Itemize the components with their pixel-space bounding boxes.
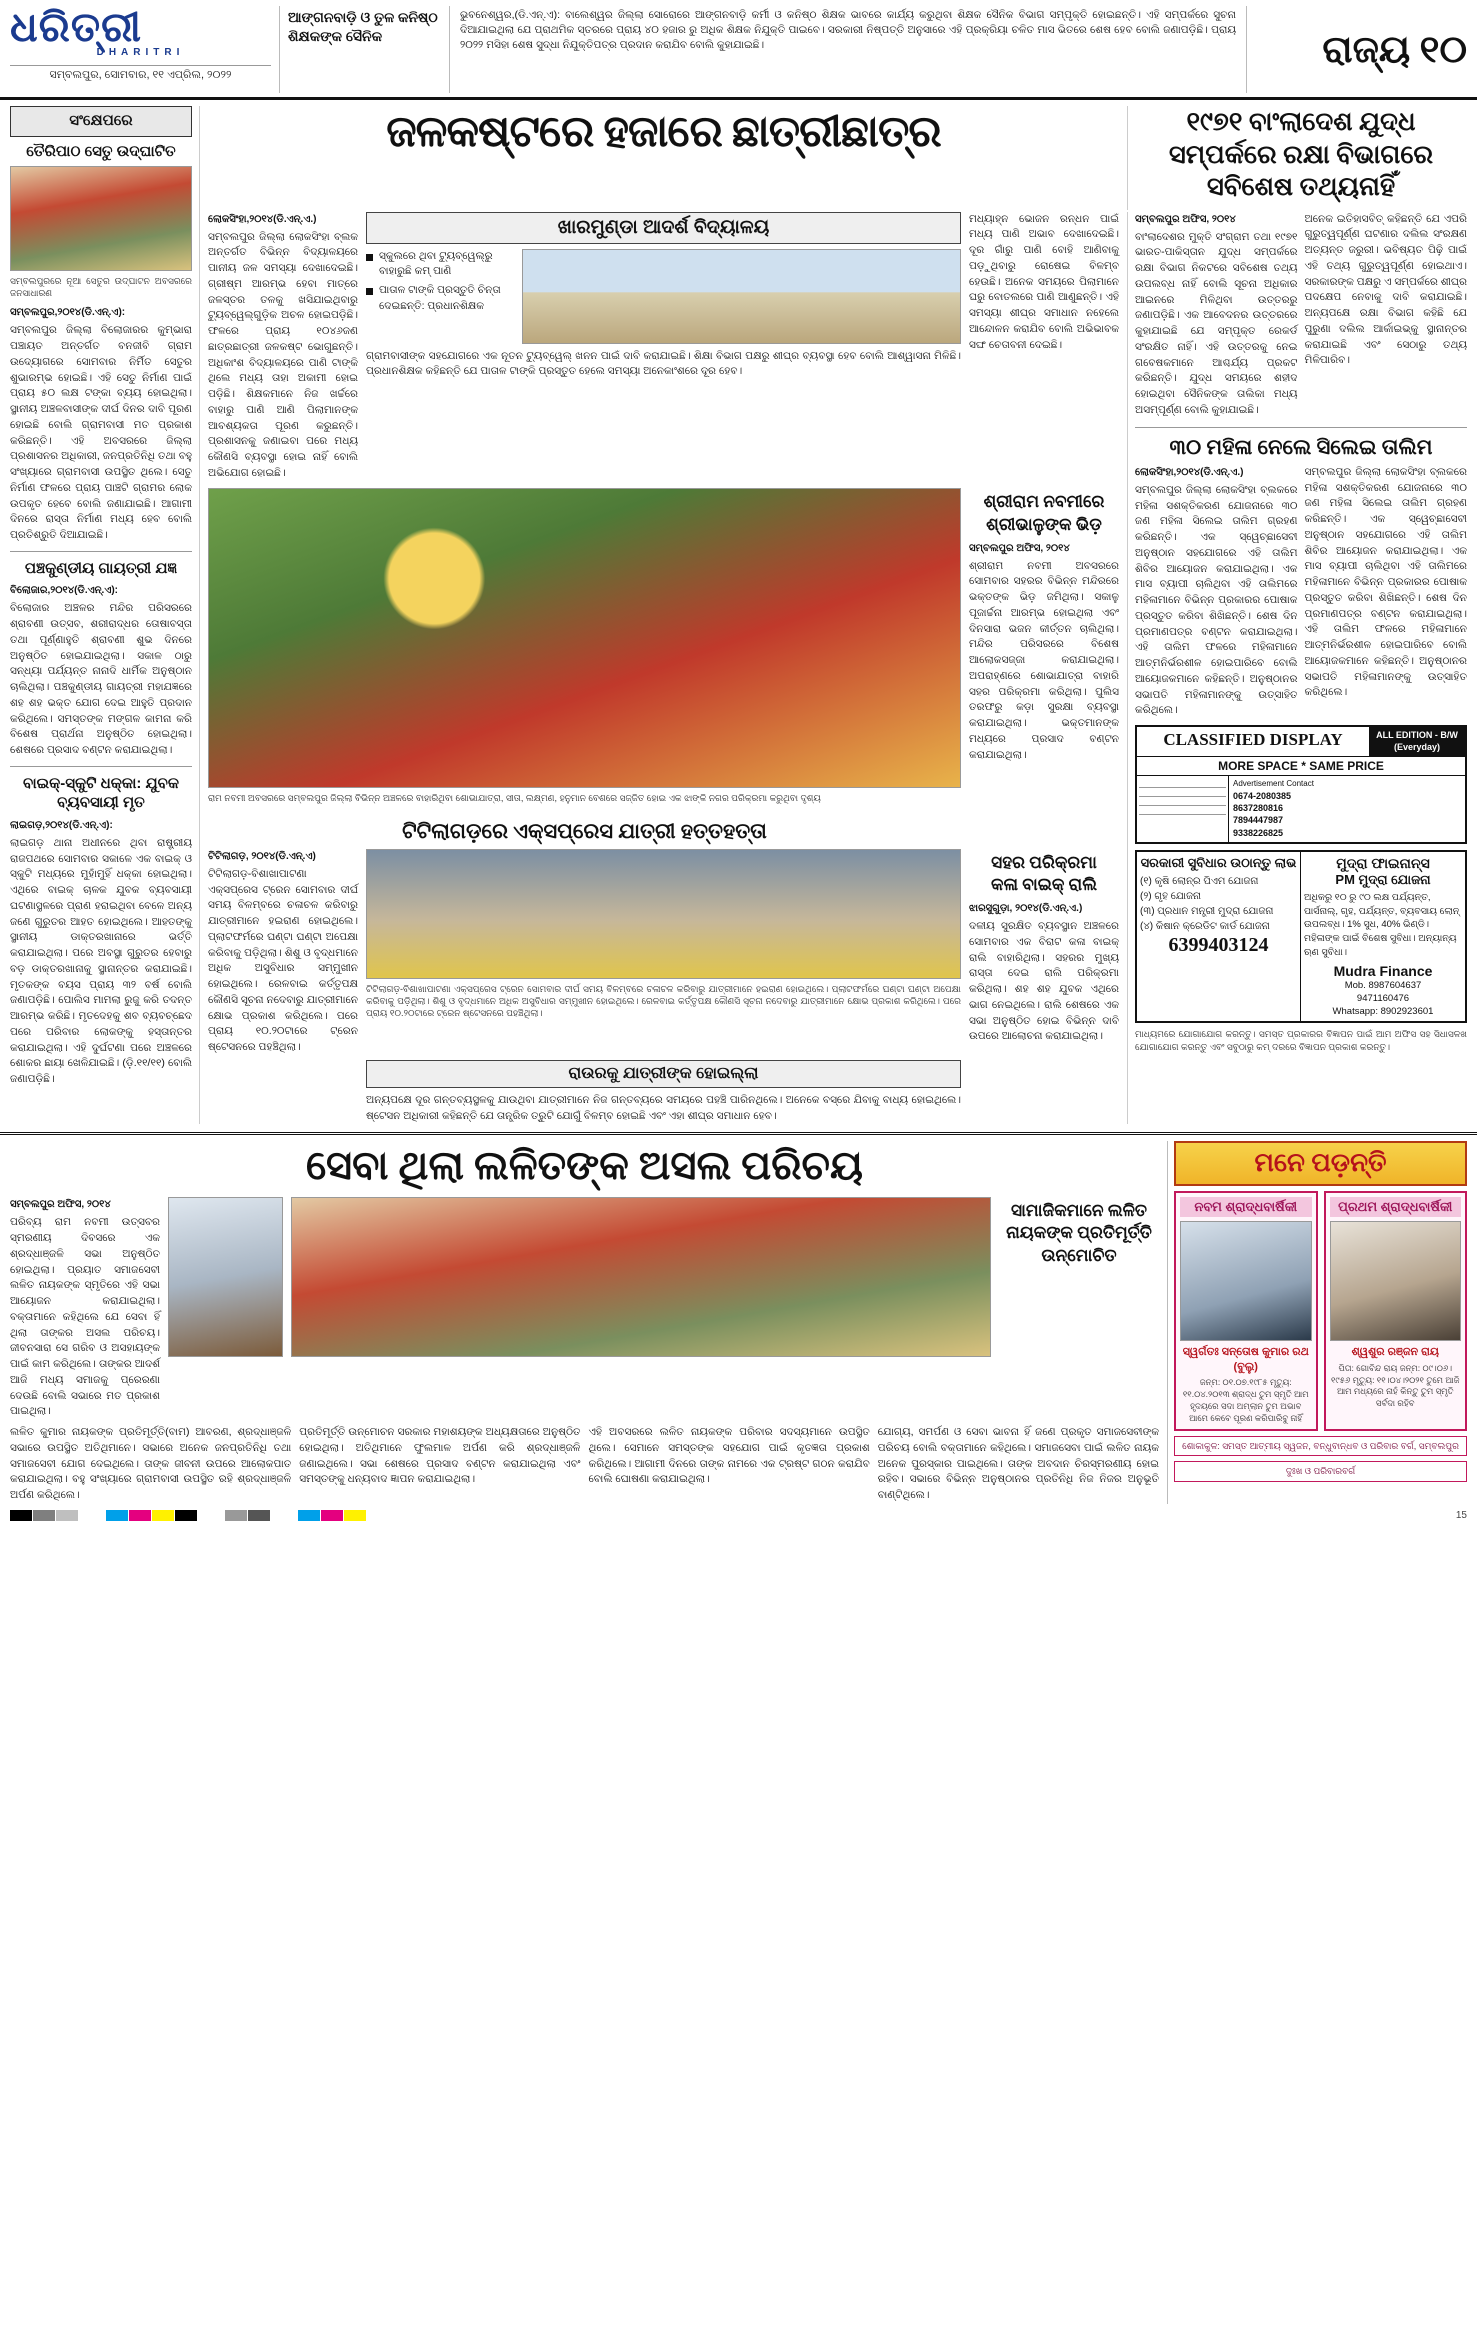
scheme-item: (୪) କିଷାନ କ୍ରେଡିଟ କାର୍ଡ ଯୋଜନା bbox=[1140, 920, 1270, 932]
memorial-card-2-label: ପ୍ରଥମ ଶ୍ରାଦ୍ଧବାର୍ଷିକୀ bbox=[1330, 1197, 1462, 1217]
school-box bbox=[366, 212, 961, 482]
ramnavami-photo bbox=[208, 488, 961, 788]
ramnavami-photo-caption: ରାମ ନବମୀ ଅବସରରେ ସମ୍ବଲପୁର ଜିଲ୍ଲା ବିଭିନ୍ନ ଅଞ୍ଚଳରେ ବାହାରିଥିବା ଶୋଭାଯାତ୍ରା, ସୀତା, ଲକ୍ଷ୍ମଣ, ହନୁମାନ ବେଶରେ ସଜ୍ଜିତ ହୋଇ ଏକ ଝାଙ୍କି ନଗର ପରିକ୍ରମା କରୁଥିବା ଦୃଶ୍ୟ bbox=[208, 792, 821, 803]
classified-rate-table bbox=[1137, 776, 1229, 841]
color-swatch bbox=[225, 1510, 247, 1521]
center-block bbox=[208, 212, 1119, 1125]
color-registration-bar bbox=[0, 1504, 1477, 1527]
lead-story bbox=[208, 106, 1119, 210]
mudra-mobile-number[interactable]: 8987604637 bbox=[1368, 979, 1422, 991]
ramnavami-story bbox=[969, 488, 1119, 810]
lead-headline: ଜଳକଷ୍ଟରେ ହଜାରେ ଛାତ୍ରୀଛାତ୍ର bbox=[386, 107, 941, 156]
passenger-subheader: ରାଉରକୁ ଯାତ୍ରୀଙ୍କ ହୋଇଲ୍ଲା bbox=[366, 1060, 961, 1088]
train-headline: ଟିଟିଲାଗଡ଼ରେ ଏକ୍ସପ୍ରେସ ଯାତ୍ରୀ ହତ୍ତହତ୍ତା bbox=[402, 818, 767, 843]
war-dateline: ସମ୍ବଲପୁର ଅଫିସ, ୨୦୧୪ bbox=[1135, 213, 1236, 225]
feature-photo-2-block bbox=[291, 1197, 991, 1420]
rally-headline-1: ସହର ପରିକ୍ରମା bbox=[991, 852, 1097, 872]
train-dateline: ଟିଟିଲାଗଡ଼, ୨୦୧୪(ଡି.ଏନ୍.ଏ) bbox=[208, 850, 316, 862]
brief-3-text: ଲାଇଗଡ଼ ଥାନା ଅଧୀନରେ ଥିବା ରାଷ୍ଟ୍ରୀୟ ରାଜପଥରେ ସୋମବାର ସକାଳେ ଏକ ବାଇକ୍ ଓ ସ୍କୁଟି ମଧ୍ୟରେ ମୁହାଁମୁହିଁ ଧକ୍କା ହୋଇଥିଲା। ଏଥିରେ ବାଇକ୍ ଚାଳକ ଯୁବକ ବ୍ୟବସାୟୀ ଘଟଣାସ୍ଥଳରେ ପ୍ରାଣ ହରାଇଥିବା ବେଳେ ଅନ୍ୟ ଜଣେ ଗୁରୁତର ଆହତ ହୋଇଥିଲେ। ଆହତଙ୍କୁ ସ୍ଥାନୀୟ ଡାକ୍ତରଖାନାରେ ଭର୍ତ୍ତି କରାଯାଇଥିଲା। ପରେ ଅବସ୍ଥା ଗୁରୁତର ହେବାରୁ ବଡ଼ ଡାକ୍ତରଖାନାକୁ ସ୍ଥାନାନ୍ତର କରାଯାଇଛି। ମୃତକଙ୍କ ବୟସ ପ୍ରାୟ ୩୨ ବର୍ଷ ବୋଲି ଜଣାପଡ଼ିଛି। ପୋଲିସ ମାମଲା ରୁଜୁ କରି ତଦନ୍ତ ଆରମ୍ଭ କରିଛି। ମୃତଦେହକୁ ଶବ ବ୍ୟବଚ୍ଛେଦ ପରେ ପରିବାର ଲୋକଙ୍କୁ ହସ୍ତାନ୍ତର କରାଯାଇଥିଲା। ଏହି ଦୁର୍ଘଟଣା ପରେ ଅଞ୍ଚଳରେ ଶୋକର ଛାୟା ଖେଳିଯାଇଛି। (ଡ଼ି.୧୧/୧୧) ବୋଲି ଜଣାପଡ଼ିଛି। bbox=[10, 836, 192, 1086]
ramnavami-text: ଶ୍ରୀରାମ ନବମୀ ଅବସରରେ ସୋମବାର ସହରର ବିଭିନ୍ନ ମନ୍ଦିରରେ ଭକ୍ତଙ୍କ ଭିଡ଼ ଜମିଥିଲା। ସକାଳୁ ପୂଜାର୍ଚ୍ଚନା ଆରମ୍ଭ ହୋଇଥିଲା ଏବଂ ଦିନସାରା ଭଜନ କୀର୍ତ୍ତନ ଚାଲିଥିଲା। ମନ୍ଦିର ପରିସରରେ ବିଶେଷ ଆଲୋକସଜ୍ଜା କରାଯାଇଥିଲା। ଅପରାହ୍ଣରେ ଶୋଭାଯାତ୍ରା ବାହାରି ସହର ପରିକ୍ରମା କରିଥିଲା। ପୁଲିସ ତରଫରୁ କଡ଼ା ସୁରକ୍ଷା ବ୍ୟବସ୍ଥା କରାଯାଇଥିଲା। ଭକ୍ତମାନଙ୍କ ମଧ୍ୟରେ ପ୍ରସାଦ ବଣ୍ଟନ କରାଯାଇଥିଲା। bbox=[969, 559, 1119, 761]
mudra-brand-head: ମୁଦ୍ରା ଫାଇନାନ୍ସ bbox=[1336, 854, 1430, 871]
feature-side-headline: ସାମାଜିକମାନେ ଲଳିତ ନାୟକଙ୍କ ପ୍ରତିମୂର୍ତ୍ତି ଉନ୍ମୋଚିତ bbox=[1006, 1201, 1152, 1265]
bullet-item: ସ୍କୁଲରେ ଥିବା ଟ୍ୟୁବ୍‌ୱେଲ୍‌ରୁ ବାହାରୁଛି କମ୍ ପାଣି bbox=[366, 249, 516, 281]
memorial-ad-footer-2: ଦୁଃଖ ଓ ପରିବାରବର୍ଗ bbox=[1174, 1461, 1467, 1482]
memorial-card-1-photo bbox=[1180, 1221, 1312, 1341]
brief-3-dateline: ଲାଇଗଡ଼,୨୦୧୪(ଡି.ଏନ୍.ଏ): bbox=[10, 819, 113, 831]
color-swatch bbox=[10, 1510, 32, 1521]
memorial-card-1-label: ନବମ ଶ୍ରାଦ୍ଧବାର୍ଷିକୀ bbox=[1180, 1197, 1312, 1217]
classified-phone-1[interactable]: 0674-2080385 bbox=[1233, 791, 1292, 802]
feature-side-text: ଯୋଗ୍ୟ, ସମର୍ପଣ ଓ ସେବା ଭାବନା ହିଁ ଜଣେ ପ୍ରକୃତ ସମାଜସେବୀଙ୍କ ପରିଚୟ ବୋଲି ବକ୍ତାମାନେ କହିଥିଲେ। ସମାଜସେବା ପାଇଁ ଲଳିତ ନାୟକ ଅନେକ ପୁରସ୍କାର ପାଇଥିଲେ। ତାଙ୍କ ଅବଦାନ ଚିରସ୍ମରଣୀୟ ହୋଇ ରହିବ। ସଭାରେ ବିଭିନ୍ନ ଅନୁଷ୍ଠାନର ପ୍ରତିନିଧି ନିଜ ନିଜର ଅନୁଭୂତି ବାଣ୍ଟିଥିଲେ। bbox=[877, 1426, 1159, 1502]
color-swatch-group bbox=[298, 1510, 366, 1521]
page-number: 15 bbox=[1455, 1509, 1467, 1521]
classified-display-ad[interactable] bbox=[1135, 725, 1467, 844]
train-text: ଟିଟିଲାଗଡ଼-ବିଶାଖାପାଟଣା ଏକ୍ସପ୍ରେସ ଟ୍ରେନ ସୋମବାର ଦୀର୍ଘ ସମୟ ବିଳମ୍ବରେ ଚଳାଚଳ କରିବାରୁ ଯାତ୍ରୀମାନେ ହଇରାଣ ହୋଇଥିଲେ। ପ୍ଲାଟଫର୍ମରେ ଘଣ୍ଟା ଘଣ୍ଟା ଅପେକ୍ଷା କରିବାକୁ ପଡ଼ିଥିଲା। ଶିଶୁ ଓ ବୃଦ୍ଧମାନେ ଅଧିକ ଅସୁବିଧାର ସମ୍ମୁଖୀନ ହୋଇଥିଲେ। ରେଳବାଇ କର୍ତ୍ତୃପକ୍ଷ କୌଣସି ସୂଚନା ନଦେବାରୁ ଯାତ୍ରୀମାନେ କ୍ଷୋଭ ପ୍ରକାଶ କରିଥିଲେ। ପରେ ପ୍ରାୟ ୧୦.୨୦ଟାରେ ଟ୍ରେନ ଷ୍ଟେସନରେ ପହଞ୍ଚିଥିଲା। bbox=[208, 867, 359, 1054]
right-column bbox=[1127, 212, 1467, 1125]
right-headline-1: ୧୯୭୧ ବାଂଲାଦେଶ ଯୁଦ୍ଧ ସମ୍ପର୍କରେ ରକ୍ଷା ବିଭାଗରେ ସବିଶେଷ ତଥ୍ୟନାହିଁ bbox=[1168, 107, 1434, 201]
color-swatch bbox=[344, 1510, 366, 1521]
newspaper-logo: ଧରିତ୍ରୀ bbox=[10, 4, 143, 50]
brief-2-dateline: ବିଲୋଜାର,୨୦୧୪(ଡି.ଏନ୍.ଏ): bbox=[10, 585, 119, 597]
mudra-whatsapp-label: Whatsapp: bbox=[1332, 1006, 1378, 1018]
masthead-lead-text: ଭୁବନେଶ୍ୱର,(ଡି.ଏନ୍.ଏ): ବାଲେଶ୍ୱର ଜିଲ୍ଲା ସୋରୋରେ ଆଙ୍ଗନବାଡ଼ି କର୍ମୀ ଓ କନିଷ୍ଠ ଶିକ୍ଷକ ଭାବରେ କାର୍ଯ୍ୟ କରୁଥିବା ଶିକ୍ଷକ ସୈନିକ ବିଭାଗ ସମ୍ପୃକ୍ତି ହୋଇଛନ୍ତି। ଏହି ସମ୍ପର୍କରେ ସୁଚନା ଦିଆଯାଇଥିଲା ଯେ ପ୍ରାଥମିକ ସ୍ତରରେ ପ୍ରାୟ ୪୦ ହଜାର ରୁ ଅଧିକ ଶିକ୍ଷକ ନିଯୁକ୍ତି ପାଇବେ। ସରକାରୀ ନିଷ୍ପତ୍ତି ଅନୁସାରେ ଏହି ପ୍ରକ୍ରିୟା ଚଳିତ ମାସ ଭିତରେ ଶେଷ ହେବ ବୋଲି ଜଣାପଡ଼ିଛି। ପ୍ରାୟ ୨୦୨୨ ମସିହା ଶେଷ ସୁଦ୍ଧା ନିଯୁକ୍ତିପତ୍ର ପ୍ରଦାନ କରାଯିବ ବୋଲି କୁହାଯାଇଛି। bbox=[450, 6, 1247, 93]
ramnavami-dateline: ସମ୍ବଲପୁର ଅଫିସ, ୨୦୧୪ bbox=[969, 542, 1070, 554]
mudra-whatsapp-number[interactable]: 8902923601 bbox=[1380, 1006, 1434, 1018]
classified-contact-block bbox=[1229, 776, 1465, 841]
rally-story bbox=[969, 849, 1119, 1056]
feature-headline: ସେବା ଥିଲା ଲଳିତଙ୍କ ଅସଲ ପରିଚୟ bbox=[306, 1143, 863, 1189]
bottom-feature bbox=[0, 1132, 1477, 1504]
classified-phone-4[interactable]: 9338226825 bbox=[1233, 827, 1284, 838]
logo-block bbox=[10, 6, 280, 93]
classified-footer-note: ମାଧ୍ୟମରେ ଯୋଗାଯୋଗ କରନ୍ତୁ। ସମସ୍ତ ପ୍ରକାରର ବିଜ୍ଞାପନ ପାଇଁ ଆମ ଅଫିସ ସହ ସିଧାସଳଖ ଯୋଗାଯୋଗ କରନ୍ତୁ ଏବଂ ସବୁଠାରୁ କମ୍ ଦରରେ ବିଜ୍ଞାପନ ପ୍ରକାଶ କରନ୍ତୁ। bbox=[1135, 1029, 1467, 1052]
classified-subtitle: MORE SPACE * SAME PRICE bbox=[1137, 757, 1465, 776]
train-story bbox=[208, 814, 1119, 1125]
ramnavami-headline-1: ଶ୍ରୀରାମ ନବମୀରେ bbox=[983, 491, 1105, 511]
passenger-text: ଅନ୍ୟପକ୍ଷେ ଦୂର ଗନ୍ତବ୍ୟସ୍ଥଳକୁ ଯାଉଥିବା ଯାତ୍ରୀମାନେ ନିଜ ଗନ୍ତବ୍ୟରେ ସମୟରେ ପହଞ୍ଚି ପାରିନଥିଲେ। ଅନେକେ ବସ୍‌ରେ ଯିବାକୁ ବାଧ୍ୟ ହୋଇଥିଲେ। ଷ୍ଟେସନ ଅଧିକାରୀ କହିଛନ୍ତି ଯେ ତାନ୍ତ୍ରିକ ତ୍ରୁଟି ଯୋଗୁଁ ବିଳମ୍ବ ହୋଇଛି ଏବଂ ଏହା ଶୀଘ୍ର ସମାଧାନ ହେବ। bbox=[366, 1093, 961, 1122]
masthead-brief-headline: ଆଙ୍ଗନବାଡ଼ି ଓ ତୁଳ କନିଷ୍ଠ ଶିକ୍ଷକଙ୍କ ସୈନିକ bbox=[280, 6, 450, 93]
brief-2-text: ବିଲୋଜାର ଅଞ୍ଚଳର ମନ୍ଦିର ପରିସରରେ ଶ୍ରାବଣୀ ଉତ୍ସବ, ଶରୀରାଦ୍ଧର ତୋଷାବସ୍ତା ତଥା ପୂର୍ଣ୍ଣାହୁତି ଶ୍ରାବଣୀ ଶୁଭ ଦିନରେ ଅନୁଷ୍ଠିତ ହୋଇଯାଇଥିଲା। ସକାଳ ଠାରୁ ସନ୍ଧ୍ୟା ପର୍ଯ୍ୟନ୍ତ ନାନାଦି ଧାର୍ମିକ ଅନୁଷ୍ଠାନ ଚାଲିଥିଲା। ପଞ୍ଚକୁଣ୍ଡୀୟ ଗାୟତ୍ରୀ ମହାଯଜ୍ଞରେ ଶହ ଶହ ଭକ୍ତ ଯୋଗ ଦେଇ ଆହୁତି ପ୍ରଦାନ କରିଥିଲେ। ସମସ୍ତଙ୍କ ମଙ୍ଗଳ କାମନା କରି ବିଶେଷ ପ୍ରାର୍ଥନା ଅନୁଷ୍ଠିତ ହୋଇଥିଲା। ଶେଷରେ ପ୍ରସାଦ ବଣ୍ଟନ କରାଯାଇଥିଲା। bbox=[10, 602, 192, 757]
brief-3-title: ବାଇକ୍‌-ସ୍କୁଟି ଧକ୍କା: ଯୁବକ ବ୍ୟବସାୟୀ ମୃତ bbox=[23, 774, 179, 812]
war-text-a bbox=[1135, 212, 1298, 419]
memorial-card-1-name: ସ୍ୱର୍ଗତଃ ସନ୍ତୋଷ କୁମାର ରଥ (ବୁଲୁ) bbox=[1182, 1346, 1309, 1373]
feature-col-a bbox=[10, 1197, 160, 1420]
ramnavami-headline-2: ଶ୍ରୀଭାଳୁଙ୍କ ଭିଡ଼ bbox=[986, 514, 1102, 534]
mudra-mobile-1[interactable] bbox=[1304, 979, 1462, 992]
page-body bbox=[0, 100, 1477, 1124]
memorial-ad-footer: ଶୋକାକୁଳ: ସମସ୍ତ ଆତ୍ମୀୟ ସ୍ୱଜନ, ବନ୍ଧୁବାନ୍ଧବ ଓ ପରିବାର ବର୍ଗ, ସମ୍ବଲପୁର bbox=[1174, 1436, 1467, 1457]
edition-date: ସମ୍ବଲପୁର, ସୋମବାର, ୧୧ ଏପ୍ରିଲ, ୨୦୨୨ bbox=[10, 65, 271, 82]
sewing-text: ସମ୍ବଲପୁର ଜିଲ୍ଲା ଲୋକସିଂହା ବ୍ଲକରେ ମହିଳା ସଶକ୍ତିକରଣ ଯୋଜନାରେ ୩୦ ଜଣ ମହିଳା ସିଲେଇ ତାଲିମ ଗ୍ରହଣ କରିଛନ୍ତି। ଏକ ସ୍ୱେଚ୍ଛାସେବୀ ଅନୁଷ୍ଠାନ ସହଯୋଗରେ ଏହି ତାଲିମ ଶିବିର ଆୟୋଜନ କରାଯାଇଥିଲା। ଏକ ମାସ ବ୍ୟାପୀ ଚାଲିଥିବା ଏହି ତାଲିମରେ ମହିଳାମାନେ ବିଭିନ୍ନ ପ୍ରକାରର ପୋଷାକ ପ୍ରସ୍ତୁତ କରିବା ଶିଖିଛନ୍ତି। ଶେଷ ଦିନ ପ୍ରମାଣପତ୍ର ବଣ୍ଟନ କରାଯାଇଥିଲା। ଏହି ତାଲିମ ଫଳରେ ମହିଳାମାନେ ଆତ୍ମନିର୍ଭରଶୀଳ ହୋଇପାରିବେ ବୋଲି ଆୟୋଜକମାନେ କହିଛନ୍ତି। ଅନୁଷ୍ଠାନର ସଭାପତି ମହିଳାମାନଙ୍କୁ ଉତ୍ସାହିତ କରିଥିଲେ। bbox=[1135, 483, 1298, 717]
feature-side-block bbox=[999, 1197, 1159, 1420]
school-photo bbox=[522, 249, 961, 344]
school-box-text: ଗ୍ରାମବାସୀଙ୍କ ସହଯୋଗରେ ଏକ ନୂତନ ଟ୍ୟୁବ୍‌ୱେଲ୍ ଖନନ ପାଇଁ ଦାବି କରାଯାଇଛି। ଶିକ୍ଷା ବିଭାଗ ପକ୍ଷରୁ ଶୀଘ୍ର ବ୍ୟବସ୍ଥା ହେବ ବୋଲି ଆଶ୍ୱାସନା ମିଳିଛି। ପ୍ରଧାନଶିକ୍ଷକ କହିଛନ୍ତି ଯେ ପାତାଳ ଟାଙ୍କି ପ୍ରସ୍ତୁତ ହେଲେ ସମସ୍ୟା ଅନେକାଂଶରେ ଦୂର ହେବ। bbox=[366, 349, 961, 378]
scheme-item: (୩) ପ୍ରଧାନ ମନ୍ତ୍ରୀ ମୁଦ୍ରା ଯୋଜନା bbox=[1140, 905, 1274, 917]
divider bbox=[10, 766, 192, 767]
govt-scheme-phone[interactable]: 6399403124 bbox=[1168, 933, 1269, 956]
feature-text-d: ଏହି ଅବସରରେ ଲଳିତ ନାୟକଙ୍କ ପରିବାର ସଦସ୍ୟମାନେ ଉପସ୍ଥିତ ଥିଲେ। ସେମାନେ ସମସ୍ତଙ୍କ ସହଯୋଗ ପାଇଁ କୃତଜ୍ଞତା ପ୍ରକାଶ କରିଥିଲେ। ଆଗାମୀ ଦିନରେ ତାଙ୍କ ନାମରେ ଏକ ଟ୍ରଷ୍ଟ ଗଠନ କରାଯିବ ବୋଲି ଘୋଷଣା କରାଯାଇଥିଲା। bbox=[588, 1426, 870, 1486]
lead-dateline: ଲୋକସିଂହା,୨୦୧୪(ଡି.ଏନ୍.ଏ.) bbox=[208, 213, 317, 225]
rally-headline-2: କଳା ବାଇକ୍ ରାଲି bbox=[991, 874, 1097, 894]
bullet-item: ପାତାଳ ଟାଙ୍କି ପ୍ରସ୍ତୁତି ଚିନ୍ତା ଦେଇଛନ୍ତି: ପ୍ରଧାନଶିକ୍ଷକ bbox=[366, 283, 516, 315]
right-story-1 bbox=[1127, 106, 1467, 210]
brief-1-photo bbox=[10, 166, 192, 271]
mudra-brand-name: Mudra Finance bbox=[1333, 962, 1433, 979]
school-box-header: ଖାରମୁଣ୍ଡା ଆଦର୍ଶ ବିଦ୍ୟାଳୟ bbox=[366, 212, 961, 244]
brief-1-caption: ସମ୍ବଲପୁରରେ ନୂଆ ସେତୁର ଉଦ୍‌ଘାଟନ ଅବସରରେ ଜନସାଧାରଣ bbox=[10, 276, 192, 299]
memorial-ad[interactable] bbox=[1167, 1141, 1467, 1504]
main-area bbox=[208, 106, 1467, 1124]
rally-text: ଦଳୀୟ ସୁରକ୍ଷିତ ବ୍ୟବସ୍ଥାନ ଅଞ୍ଚଳରେ ସୋମବାର ଏକ ବିରାଟ କଳା ବାଇକ୍ ରାଲି ବାହାରିଥିଲା। ସହରର ମୁଖ୍ୟ ରାସ୍ତା ଦେଇ ରାଲି ପରିକ୍ରମା କରିଥିଲା। ଶହ ଶହ ଯୁବକ ଏଥିରେ ଭାଗ ନେଇଥିଲେ। ରାଲି ଶେଷରେ ଏକ ସଭା ଅନୁଷ୍ଠିତ ହୋଇ ବିଭିନ୍ନ ଦାବି ଉପରେ ଆଲୋଚନା କରାଯାଇଥିଲା। bbox=[969, 920, 1119, 1043]
color-swatch bbox=[56, 1510, 78, 1521]
memorial-ad-title: ମନେ ପଡ଼ନ୍ତି bbox=[1174, 1141, 1467, 1186]
feature-dateline: ସମ୍ବଲପୁର ଅଫିସ, ୨୦୧୪ bbox=[10, 1199, 111, 1211]
section-label: ରାଜ୍ୟ ୧୦ bbox=[1322, 28, 1467, 71]
scheme-item: (୧) କୃଷି ଲୋନ୍‌ର ପିଏମ ଯୋଜନା bbox=[1140, 875, 1259, 887]
color-swatch bbox=[33, 1510, 55, 1521]
classified-edition-badge: ALL EDITION - B/W (Everyday) bbox=[1369, 727, 1465, 756]
color-swatch-group bbox=[225, 1510, 270, 1521]
war-text-b: ଅନେକ ଇତିହାସବିତ୍ କହିଛନ୍ତି ଯେ ଏପରି ଗୁରୁତ୍ୱପୂର୍ଣ୍ଣ ଘଟଣାର ଦଲିଲ ସଂରକ୍ଷଣ ଅତ୍ୟନ୍ତ ଜରୁରୀ। ଭବିଷ୍ୟତ ପିଢ଼ି ପାଇଁ ଏହି ତଥ୍ୟ ଗୁରୁତ୍ୱପୂର୍ଣ୍ଣ ହୋଇଥାଏ। ସରକାରଙ୍କ ପକ୍ଷରୁ ଏ ସମ୍ପର୍କରେ ଶୀଘ୍ର ପଦକ୍ଷେପ ନେବାକୁ ଦାବି କରାଯାଇଛି। ଅନ୍ୟପକ୍ଷେ ରକ୍ଷା ବିଭାଗ କହିଛି ଯେ ପୁରୁଣା ଦଲିଲ ଆର୍କାଇଭ୍‌କୁ ସ୍ଥାନାନ୍ତର କରାଯାଇଛି ଏବଂ ସେଠାରୁ ତଥ୍ୟ ମିଳିପାରିବ। bbox=[1304, 212, 1467, 367]
sewing-headline: ୩୦ ମହିଳା ନେଲେ ସିଲେଇ ତାଲିମ bbox=[1135, 427, 1467, 460]
school-bullets bbox=[366, 249, 516, 344]
divider bbox=[10, 551, 192, 552]
color-swatch bbox=[298, 1510, 320, 1521]
memorial-card-2-detail: ପିତା: ଗୋବିନ୍ଦ ରାୟ ଜନ୍ମ: ୦୯।୦୬।୧୯୫୬ ମୃତ୍ୟୁ: ୧୧।୦୪।୨୦୨୧ ତୁମେ ଆଜି ଆମ ମଧ୍ୟରେ ନାହଁ କିନ୍ତୁ ତୁମ ସ୍ମୃତି ସର୍ବଦା ରହିବ bbox=[1331, 1362, 1460, 1409]
mudra-ad-text: ଅଧିକରୁ ୧୦ ରୁ ୯୦ ଲକ୍ଷ ପର୍ଯ୍ୟନ୍ତ, ପାର୍ସନାଲ୍, ଗୃହ, ପର୍ଯ୍ୟନ୍ତ, ବ୍ୟବସାୟ ଲୋନ୍ ଉପଲବ୍ଧ। 1% ସୁଧ, 40% ଭିଣ୍ଡି। ମହିଳାଙ୍କ ପାଇଁ ବିଶେଷ ସୁବିଧା। ଅନ୍ୟାନ୍ୟ ଋଣ ସୁବିଧା। bbox=[1304, 891, 1460, 958]
color-swatch bbox=[248, 1510, 270, 1521]
train-photo-caption: ଟିଟିଲାଗଡ଼-ବିଶାଖାପାଟଣା ଏକ୍ସପ୍ରେସ ଟ୍ରେନ ସୋମବାର ଦୀର୍ଘ ସମୟ ବିଳମ୍ବରେ ଚଳାଚଳ କରିବାରୁ ଯାତ୍ରୀମାନେ ହଇରାଣ ହୋଇଥିଲେ। ପ୍ଲାଟଫର୍ମରେ ଘଣ୍ଟା ଘଣ୍ଟା ଅପେକ୍ଷା କରିବାକୁ ପଡ଼ିଥିଲା। ଶିଶୁ ଓ ବୃଦ୍ଧମାନେ ଅଧିକ ଅସୁବିଧାର ସମ୍ମୁଖୀନ ହୋଇଥିଲେ। ରେଳବାଇ କର୍ତ୍ତୃପକ୍ଷ କୌଣସି ସୂଚନା ନଦେବାରୁ ଯାତ୍ରୀମାନେ କ୍ଷୋଭ ପ୍ରକାଶ କରିଥିଲେ। ପରେ ପ୍ରାୟ ୧୦.୨୦ଟାରେ ଟ୍ରେନ ଷ୍ଟେସନରେ ପହଞ୍ଚିଥିଲା। bbox=[366, 983, 961, 1019]
color-swatch-group bbox=[106, 1510, 197, 1521]
color-swatch bbox=[321, 1510, 343, 1521]
govt-scheme-head: ସରକାରୀ ସୁବିଧାର ଉଠାନ୍ତୁ ଲାଭ bbox=[1140, 854, 1297, 870]
classified-contact-label: Advertisement Contact bbox=[1233, 779, 1314, 789]
brief-2-title: ପଞ୍ଚକୁଣ୍ଡୀୟ ଗାୟତ୍ରୀ ଯଜ୍ଞ bbox=[24, 559, 178, 577]
color-swatch bbox=[106, 1510, 128, 1521]
memorial-card-1 bbox=[1174, 1191, 1318, 1430]
mudra-finance-ad[interactable] bbox=[1301, 852, 1465, 1022]
feature-text-b: ଲଳିତ କୁମାର ନାୟକଙ୍କ ପ୍ରତିମୂର୍ତ୍ତି(ବାମ) ଆବରଣ, ଶ୍ରଦ୍ଧାଞ୍ଜଳି ସଭାରେ ଉପସ୍ଥିତ ଅତିଥିମାନେ। ସଭାରେ ଅନେକ ଜନପ୍ରତିନିଧି ତଥା ସମାଜସେବୀ ଯୋଗ ଦେଇଥିଲେ। ତାଙ୍କ ଜୀବନୀ ଉପରେ ଆଲୋକପାତ କରାଯାଇଥିଲା। ବହୁ ସଂଖ୍ୟାରେ ଗ୍ରାମବାସୀ ଉପସ୍ଥିତ ରହି ଶ୍ରଦ୍ଧାଞ୍ଜଳି ଅର୍ପଣ କରିଥିଲେ। bbox=[10, 1426, 292, 1502]
brief-1-text: ସମ୍ବଲପୁର ଜିଲ୍ଲା ବିଲୋଜାରର କୁମ୍ଭାରା ପଞ୍ଚାୟତ ଅନ୍ତର୍ଗତ ବନଜୀବି ଗ୍ରାମ ଉଦ୍ୟୋଗରେ ସୋମବାର ନିର୍ମିତ ସେତୁର ଶୁଭାରମ୍ଭ ହୋଇଛି। ଏହି ସେତୁ ନିର୍ମାଣ ପାଇଁ ପ୍ରାୟ ୫୦ ଲକ୍ଷ ଟଙ୍କା ବ୍ୟୟ ହୋଇଥିଲା। ସ୍ଥାନୀୟ ଅଞ୍ଚଳବାସୀଙ୍କ ଦୀର୍ଘ ଦିନର ଦାବି ପୂରଣ ହୋଇଛି ବୋଲି ଗ୍ରାମବାସୀ ମତ ପ୍ରକାଶ କରିଛନ୍ତି। ଏହି ଅବସରରେ ଜିଲ୍ଲା ପ୍ରଶାସନର ଅଧିକାରୀ, ଜନପ୍ରତିନିଧି ତଥା ବହୁ ସଂଖ୍ୟାରେ ଗ୍ରାମବାସୀ ଉପସ୍ଥିତ ଥିଲେ। ସେତୁ ନିର୍ମାଣ ଫଳରେ ପ୍ରାୟ ପାଞ୍ଚଟି ଗ୍ରାମର ଲୋକ ଉପକୃତ ହେବେ ବୋଲି ଜଣାଯାଇଛି। ଆଗାମୀ ଦିନରେ ରାସ୍ତା ନିର୍ମାଣ ମଧ୍ୟ ହେବ ବୋଲି ପ୍ରତିଶ୍ରୁତି ଦିଆଯାଇଛି। bbox=[10, 324, 192, 542]
memorial-card-2-name: ଶ୍ୱଶୁର ରଞ୍ଜନ ରାୟ bbox=[1351, 1346, 1439, 1359]
sewing-dateline: ଲୋକସିଂହା,୨୦୧୪(ଡି.ଏନ୍.ଏ.) bbox=[1135, 466, 1244, 478]
train-col-a bbox=[208, 849, 358, 1056]
lead-text-2: ମଧ୍ୟାହ୍ନ ଭୋଜନ ରନ୍ଧନ ପାଇଁ ମଧ୍ୟ ପାଣି ଅଭାବ ଦେଖାଦେଇଛି। ଦୂର ଗାଁରୁ ପାଣି ବୋହି ଆଣିବାକୁ ପଡ଼ୁଥିବାରୁ ରୋଷେଇ ବିଳମ୍ବ ହେଉଛି। ଅନେକ ସମୟରେ ପିଲାମାନେ ଘରୁ ବୋତଲରେ ପାଣି ଆଣୁଛନ୍ତି। ଏହି ସମସ୍ୟା ଶୀଘ୍ର ସମାଧାନ ନହେଲେ ଆନ୍ଦୋଳନ କରାଯିବ ବୋଲି ଅଭିଭାବକ ସଙ୍ଘ ଚେତାବନୀ ଦେଇଛି। bbox=[969, 212, 1119, 351]
memorial-card-1-detail: ଜନ୍ମ: ୦୧.୦୭.୧୯୮୫ ମୃତ୍ୟୁ: ୧୧.୦୪.୨୦୧୩ ଶ୍ରାଦ୍ଧ ତୁମ ସ୍ମୃତି ଆମ ହୃଦୟରେ ସଦା ଅମ୍ଲାନ ତୁମ ଅଭାବ ଆମେ କେବେ ପୂରଣ କରିପାରିବୁ ନାହିଁ bbox=[1182, 1376, 1309, 1423]
color-swatch bbox=[152, 1510, 174, 1521]
govt-scheme-ad[interactable] bbox=[1137, 852, 1301, 1022]
color-swatch bbox=[175, 1510, 197, 1521]
briefs-column bbox=[10, 106, 200, 1124]
finance-ad[interactable] bbox=[1135, 850, 1467, 1024]
meeting-photo bbox=[291, 1197, 991, 1357]
memorial-card-2-photo bbox=[1330, 1221, 1462, 1341]
mudra-scheme-title: PM ମୁଦ୍ରା ଯୋଜନା bbox=[1335, 871, 1431, 887]
mudra-whatsapp[interactable] bbox=[1304, 1005, 1462, 1018]
color-swatch-group bbox=[10, 1510, 78, 1521]
newspaper-logo-latin: DHARITRI bbox=[96, 47, 185, 59]
mudra-mobile-label: Mob. bbox=[1344, 979, 1366, 991]
bottom-left-block bbox=[10, 1141, 1159, 1504]
train-photo bbox=[366, 849, 961, 979]
train-photo-block bbox=[366, 849, 961, 1056]
brief-1-title: ତୈରିପାଠ ସେତୁ ଉଦ୍‌ଘାଟିତ bbox=[26, 142, 176, 160]
feature-text-c: ପ୍ରତିମୂର୍ତ୍ତି ଉନ୍ମୋଚନ ସରକାର ମହାଶୟଙ୍କ ଅଧ୍ୟକ୍ଷତାରେ ଅନୁଷ୍ଠିତ ହୋଇଥିଲା। ଅତିଥିମାନେ ଫୁଲମାଳ ଅର୍ପଣ କରି ଶ୍ରଦ୍ଧାଞ୍ଜଳି ଜଣାଇଥିଲେ। ସଭା ଶେଷରେ ପ୍ରସାଦ ବଣ୍ଟନ କରାଯାଇଥିଲା ଏବଂ ସମସ୍ତଙ୍କୁ ଧନ୍ୟବାଦ ଜ୍ଞାପନ କରାଯାଇଥିଲା। bbox=[299, 1426, 581, 1486]
statue-photo bbox=[168, 1197, 283, 1357]
rally-dateline: ଝାରସୁଗୁଡ଼ା, ୨୦୧୪(ଡି.ଏନ୍.ଏ.) bbox=[969, 903, 1083, 915]
govt-scheme-list bbox=[1140, 874, 1297, 934]
lead-col-b bbox=[969, 212, 1119, 482]
memorial-card-2 bbox=[1324, 1191, 1468, 1430]
classified-phone-2[interactable]: 8637280816 bbox=[1233, 803, 1284, 814]
color-swatch bbox=[129, 1510, 151, 1521]
sewing-text-a bbox=[1135, 465, 1298, 719]
briefs-section-header: ସଂକ୍ଷେପରେ bbox=[10, 106, 192, 137]
sewing-text-b: ସମ୍ବଲପୁର ଜିଲ୍ଲା ଲୋକସିଂହା ବ୍ଲକରେ ମହିଳା ସଶକ୍ତିକରଣ ଯୋଜନାରେ ୩୦ ଜଣ ମହିଳା ସିଲେଇ ତାଲିମ ଗ୍ରହଣ କରିଛନ୍ତି। ଏକ ସ୍ୱେଚ୍ଛାସେବୀ ଅନୁଷ୍ଠାନ ସହଯୋଗରେ ଏହି ତାଲିମ ଶିବିର ଆୟୋଜନ କରାଯାଇଥିଲା। ଏକ ମାସ ବ୍ୟାପୀ ଚାଲିଥିବା ଏହି ତାଲିମରେ ମହିଳାମାନେ ବିଭିନ୍ନ ପ୍ରକାରର ପୋଷାକ ପ୍ରସ୍ତୁତ କରିବା ଶିଖିଛନ୍ତି। ଶେଷ ଦିନ ପ୍ରମାଣପତ୍ର ବଣ୍ଟନ କରାଯାଇଥିଲା। ଏହି ତାଲିମ ଫଳରେ ମହିଳାମାନେ ଆତ୍ମନିର୍ଭରଶୀଳ ହୋଇପାରିବେ ବୋଲି ଆୟୋଜକମାନେ କହିଛନ୍ତି। ଅନୁଷ୍ଠାନର ସଭାପତି ମହିଳାମାନଙ୍କୁ ଉତ୍ସାହିତ କରିଥିଲେ। bbox=[1304, 465, 1467, 699]
mudra-mobile-2[interactable]: 9471160476 bbox=[1356, 992, 1410, 1004]
brief-1-dateline: ସମ୍ବଲପୁର,୨୦୧୪(ଡି.ଏନ୍.ଏ): bbox=[10, 307, 126, 319]
classified-title: CLASSIFIED DISPLAY bbox=[1163, 730, 1343, 749]
ramnavami-photo-block bbox=[208, 488, 961, 810]
scheme-item: (୨) ଗୃହ ଯୋଜନା bbox=[1140, 890, 1202, 902]
lead-col-a bbox=[208, 212, 358, 482]
feature-text-a: ପରିବ୍ୟ ରାମ ନବମୀ ଉତ୍ସବର ସ୍ମରଣୀୟ ଦିବସରେ ଏକ ଶ୍ରଦ୍ଧାଞ୍ଜଳି ସଭା ଅନୁଷ୍ଠିତ ହୋଇଥିଲା। ପ୍ରୟାତ ସମାଜସେବୀ ଲଳିତ ନାୟକଙ୍କ ସ୍ମୃତିରେ ଏହି ସଭା ଆୟୋଜନ କରାଯାଇଥିଲା। ବକ୍ତାମାନେ କହିଥିଲେ ଯେ ସେବା ହିଁ ଥିଲା ତାଙ୍କର ଅସଲ ପରିଚୟ। ଜୀବନସାରା ସେ ଗରିବ ଓ ଅସହାୟଙ୍କ ପାଇଁ କାମ କରିଥିଲେ। ତାଙ୍କର ଆଦର୍ଶ ଆଜି ମଧ୍ୟ ସମାଜକୁ ପ୍ରେରଣା ଦେଉଛି ବୋଲି ସଭାରେ ମତ ପ୍ରକାଶ ପାଇଥିଲା। bbox=[10, 1216, 160, 1418]
lead-text-1: ସମ୍ବଲପୁର ଜିଲ୍ଲା ଲୋକସିଂହା ବ୍ଲକ ଅନ୍ତର୍ଗତ ବିଭିନ୍ନ ବିଦ୍ୟାଳୟରେ ପାନୀୟ ଜଳ ସମସ୍ୟା ଦେଖାଦେଇଛି। ଗ୍ରୀଷ୍ମ ଆରମ୍ଭ ହେବା ମାତ୍ରେ ଜଳସ୍ତର ତଳକୁ ଖସିଯାଇଥିବାରୁ ଟ୍ୟୁବ୍‌ୱେଲ୍‌ଗୁଡ଼ିକ ଅଚଳ ହୋଇପଡ଼ିଛି। ଫଳରେ ପ୍ରାୟ ୧୦୪୬ଜଣ ଛାତ୍ରଛାତ୍ରୀ ଜଳକଷ୍ଟ ଭୋଗୁଛନ୍ତି। ଅଧିକାଂଶ ବିଦ୍ୟାଳୟରେ ପାଣି ଟାଙ୍କି ଥିଲେ ମଧ୍ୟ ତାହା ଅକାମୀ ହୋଇ ପଡ଼ିଛି। ଶିକ୍ଷକମାନେ ନିଜ ଖର୍ଚ୍ଚରେ ବାହାରୁ ପାଣି ଆଣି ପିଲାମାନଙ୍କ ଆବଶ୍ୟକତା ପୂରଣ କରୁଛନ୍ତି। ପ୍ରଶାସନକୁ ଜଣାଇବା ପରେ ମଧ୍ୟ କୌଣସି ବ୍ୟବସ୍ଥା ହୋଇ ନାହିଁ ବୋଲି ଅଭିଯୋଗ ହୋଇଛି। bbox=[208, 230, 358, 479]
feature-photo-1-block bbox=[168, 1197, 283, 1420]
masthead bbox=[0, 0, 1477, 100]
war-text-1: ବାଂଲାଦେଶର ମୁକ୍ତି ସଂଗ୍ରାମ ତଥା ୧୯୭୧ ଭାରତ-ପାକିସ୍ତାନ ଯୁଦ୍ଧ ସମ୍ପର୍କରେ ରକ୍ଷା ବିଭାଗ ନିକଟରେ ସବିଶେଷ ତଥ୍ୟ ଉପଲବ୍ଧ ନାହିଁ ବୋଲି ସୂଚନା ଅଧିକାର ଆଇନରେ ମିଳିଥିବା ଉତ୍ତରରୁ ଜଣାପଡ଼ିଛି। ଏକ ଆବେଦନର ଉତ୍ତରରେ କୁହାଯାଇଛି ଯେ ସମ୍ପୃକ୍ତ ରେକର୍ଡ ସଂରକ୍ଷିତ ନାହିଁ। ଏହି ଉତ୍ତରକୁ ନେଇ ଗବେଷକମାନେ ଆଶ୍ଚର୍ଯ୍ୟ ପ୍ରକଟ କରିଛନ୍ତି। ଯୁଦ୍ଧ ସମୟରେ ଶହୀଦ ହୋଇଥିବା ସୈନିକଙ୍କ ତାଲିକା ମଧ୍ୟ ଅସମ୍ପୂର୍ଣ୍ଣ ବୋଲି କୁହାଯାଇଛି। bbox=[1135, 230, 1298, 416]
classified-phone-3[interactable]: 7894447987 bbox=[1233, 815, 1284, 826]
